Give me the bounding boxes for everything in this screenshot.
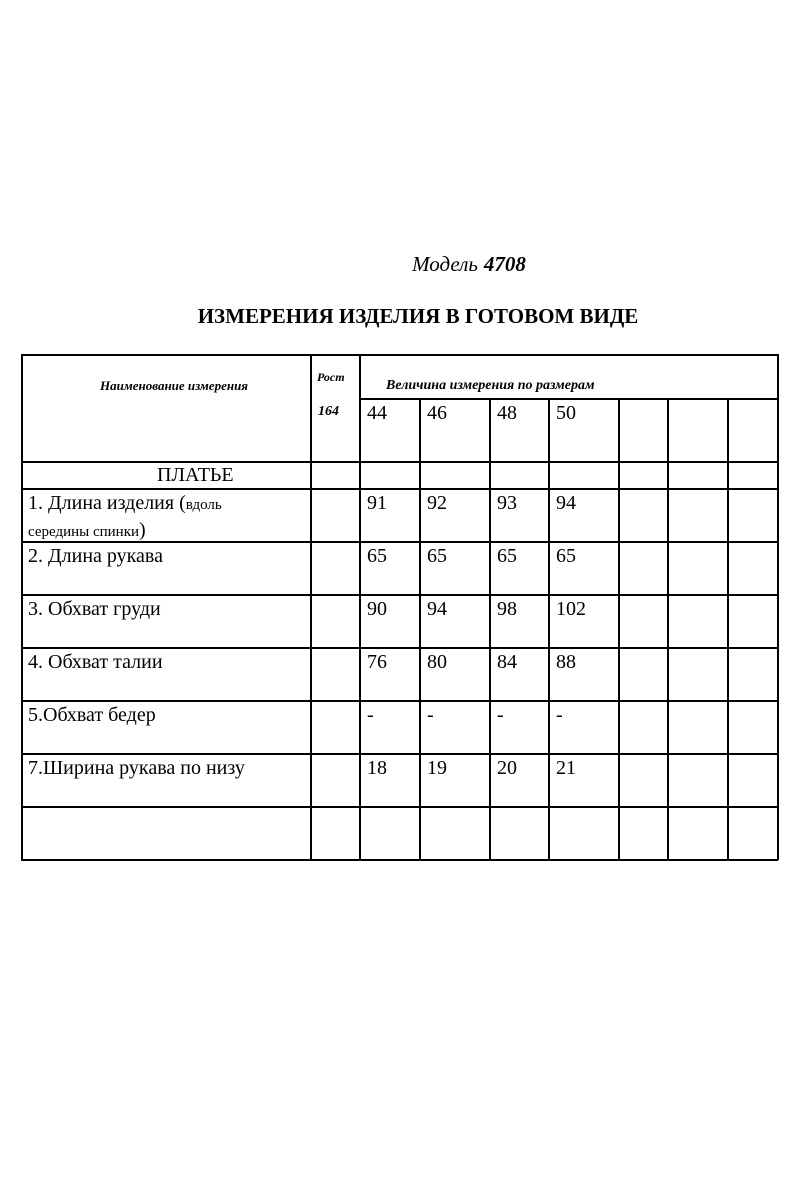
table-cell: 65 <box>556 545 576 567</box>
table-cell: 76 <box>367 651 387 673</box>
model-label: Модель <box>412 252 478 276</box>
table-cell: 88 <box>556 651 576 673</box>
table-cell: 65 <box>427 545 447 567</box>
row-divider <box>21 488 778 490</box>
table-cell: - <box>427 704 434 726</box>
table-border-top <box>21 354 778 356</box>
table-cell: 21 <box>556 757 576 779</box>
table-cell: - <box>556 704 563 726</box>
table-cell: 92 <box>427 492 447 514</box>
document-heading: ИЗМЕРЕНИЯ ИЗДЕЛИЯ В ГОТОВОМ ВИДЕ <box>197 304 639 328</box>
row-label-continuation: середины спинки) <box>28 519 146 541</box>
row-divider <box>21 753 778 755</box>
size-header: 46 <box>427 402 447 424</box>
table-cell: - <box>367 704 374 726</box>
header-divider <box>359 398 778 400</box>
table-cell: 93 <box>497 492 517 514</box>
row-label: 1. Длина изделия (вдоль <box>28 492 222 514</box>
table-cell: 98 <box>497 598 517 620</box>
row-divider <box>21 647 778 649</box>
table-cell: 102 <box>556 598 586 620</box>
column-header-height: Рост <box>317 370 345 384</box>
table-cell: 80 <box>427 651 447 673</box>
column-divider <box>359 354 361 860</box>
column-divider <box>419 398 421 860</box>
height-value: 164 <box>318 404 339 419</box>
column-divider <box>548 398 550 860</box>
row-label: 3. Обхват груди <box>28 598 161 620</box>
table-cell: 94 <box>427 598 447 620</box>
table-cell: - <box>497 704 504 726</box>
table-cell: 65 <box>497 545 517 567</box>
table-cell: 91 <box>367 492 387 514</box>
row-label: 7.Ширина рукава по низу <box>28 757 245 779</box>
size-header: 44 <box>367 402 387 424</box>
table-cell: 19 <box>427 757 447 779</box>
row-divider <box>21 461 778 463</box>
table-cell: 84 <box>497 651 517 673</box>
size-header: 50 <box>556 402 576 424</box>
size-header: 48 <box>497 402 517 424</box>
table-cell: 20 <box>497 757 517 779</box>
row-label: 2. Длина рукава <box>28 545 163 567</box>
section-title: ПЛАТЬЕ <box>157 464 234 486</box>
column-header-sizes: Величина измерения по размерам <box>386 378 595 393</box>
table-cell: 65 <box>367 545 387 567</box>
row-divider <box>21 700 778 702</box>
column-header-name: Наименование измерения <box>100 378 248 393</box>
table-cell: 18 <box>367 757 387 779</box>
table-border-bottom <box>21 859 778 861</box>
row-divider <box>21 806 778 808</box>
column-divider <box>727 398 729 860</box>
column-divider <box>667 398 669 860</box>
row-divider <box>21 594 778 596</box>
table-border-left <box>21 354 23 860</box>
model-number: 4708 <box>483 252 526 276</box>
table-cell: 90 <box>367 598 387 620</box>
column-divider <box>618 398 620 860</box>
table-border-right <box>777 354 779 860</box>
table-cell: 94 <box>556 492 576 514</box>
column-divider <box>310 354 312 860</box>
row-label: 4. Обхват талии <box>28 651 163 673</box>
row-label: 5.Обхват бедер <box>28 704 156 726</box>
column-divider <box>489 398 491 860</box>
